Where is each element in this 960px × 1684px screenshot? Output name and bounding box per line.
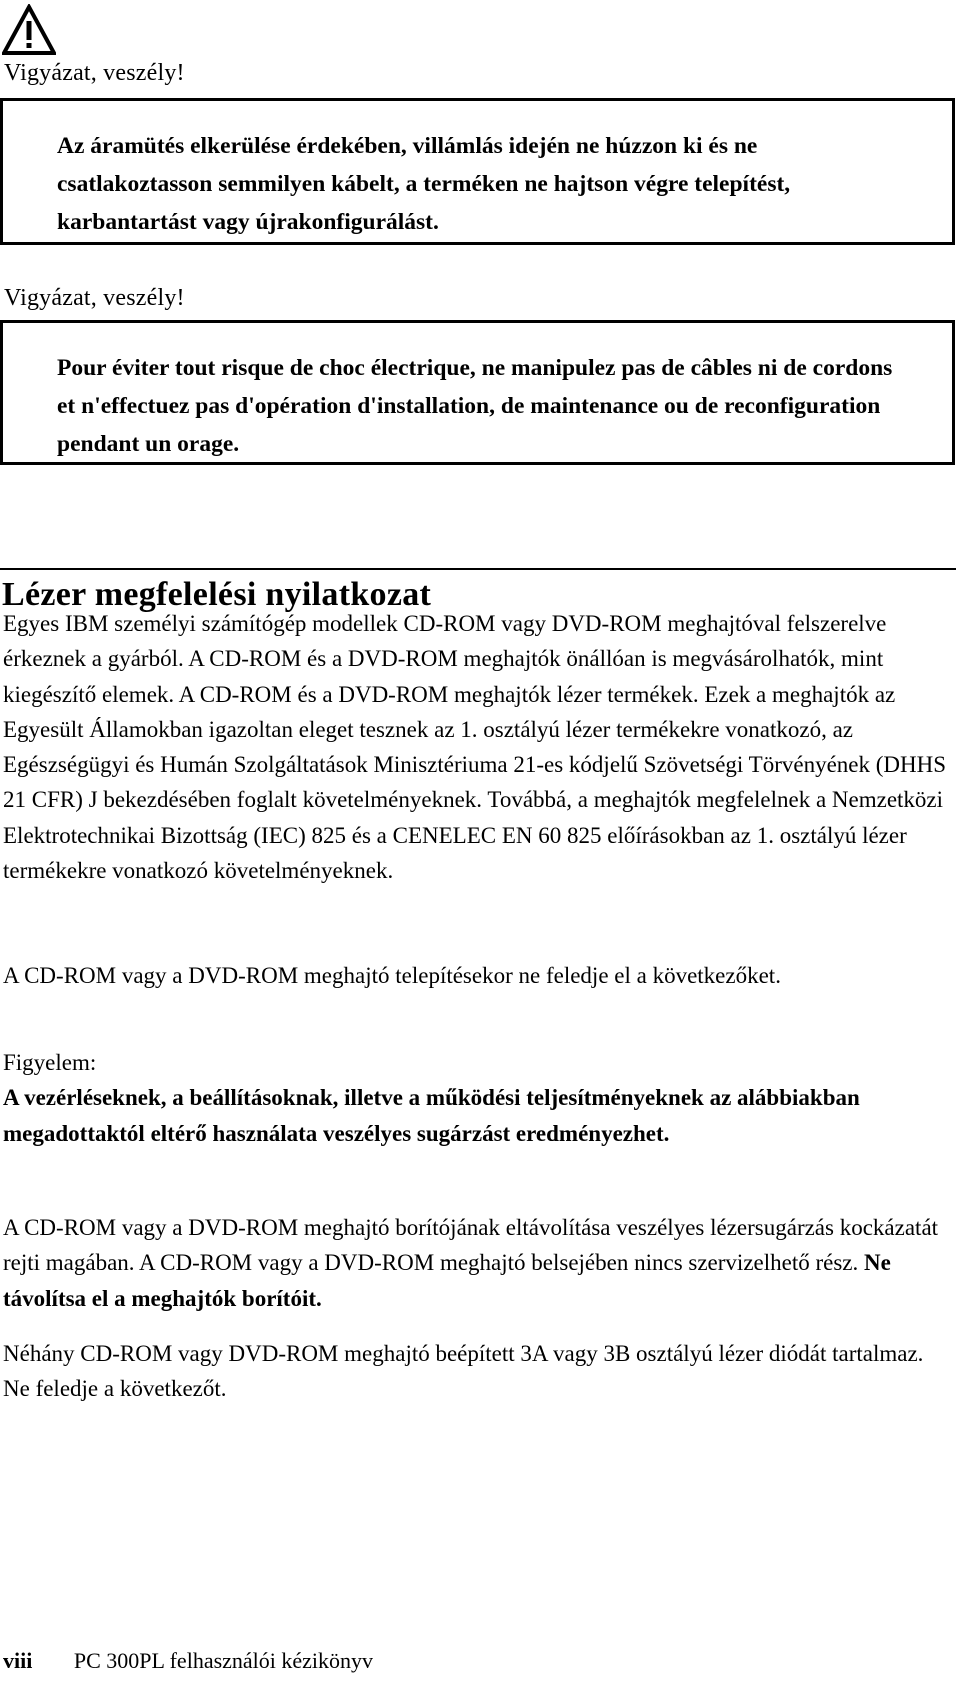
paragraph-cover-warning-text: A CD-ROM vagy a DVD-ROM meghajtó borítójának eltávolítása veszélyes lézersugárzás kockázatát rejti magában. A CD-ROM vagy a DVD-ROM meghajtó belsejében nincs szervizelhető rész. (3, 1215, 939, 1276)
caution-text-2: Pour éviter tout risque de choc électrique, ne manipulez pas de câbles ni de cordons et n'effectuez pas d'opération d'installation, de maintenance ou de reconfiguration pendant un orage. (57, 355, 893, 457)
page-number: viii (3, 1648, 33, 1673)
paragraph-laser-diode: Néhány CD-ROM vagy DVD-ROM meghajtó beépített 3A vagy 3B osztályú lézer diódát tartalmaz. Ne feledje a következőt. (3, 1341, 924, 1402)
warning-triangle-icon (2, 4, 56, 56)
paragraph-laser-compliance (3, 602, 953, 888)
caution-box-2 (0, 320, 955, 465)
caution-label-1: Vigyázat, veszély! (4, 60, 185, 86)
attention-block (3, 1045, 953, 1151)
caution-text-1: Az áramütés elkerülése érdekében, villámlás idején ne húzzon ki és ne csatlakoztasson semmilyen kábelt, a terméken ne hajtson végre telepítést, karbantartást vagy újrakonfigurálást. (57, 133, 791, 235)
paragraph-cover-warning (3, 1210, 953, 1316)
page-footer (3, 1648, 373, 1674)
caution-label-2: Vigyázat, veszély! (4, 285, 185, 311)
section-rule (0, 568, 956, 570)
caution-box-1 (0, 98, 955, 245)
paragraph-installation-note: A CD-ROM vagy a DVD-ROM meghajtó telepítésekor ne feledje el a következőket. (3, 963, 781, 988)
paragraph-cover-warning-bold: Ne távolítsa el a meghajtók borítóit. (3, 1250, 891, 1311)
section-title: Lézer megfelelési nyilatkozat (2, 576, 432, 613)
book-title: PC 300PL felhasználói kézikönyv (73, 1648, 374, 1673)
attention-label: Figyelem: (3, 1050, 97, 1075)
paragraph-laser-compliance-text: Egyes IBM személyi számítógép modellek CD-ROM vagy DVD-ROM meghajtóval felszerelve érkeznek a gyárból. A CD-ROM és a DVD-ROM meghajtók önállóan is megvásárolhatók, mint kiegészítő elemek. A CD-ROM és a DVD-ROM meghajtók lézer termékek. Ezek a meghajtók az Egyesült Államokban igazoltan eleget tesznek az 1. osztályú lézer termékekre vonatkozó, az Egészségügyi és Humán Szolgáltatások Minisztériuma 21-es kódjelű Szövetségi Törvényének (DHHS 21 CFR) J bekezdésében foglalt követelményeknek. Továbbá, a meghajtók megfelelnek a Nemzetközi Elektrotechnikai Bizottság (IEC) 825 és a CENELEC EN 60 825 előírásokban az 1. osztályú lézer termékekre vonatkozó követelményeknek. (3, 611, 947, 884)
attention-text: A vezérléseknek, a beállításoknak, illetve a működési teljesítményeknek az alábbiakban megadottaktól eltérő használata veszélyes sugárzást eredményezhet. (3, 1085, 860, 1146)
